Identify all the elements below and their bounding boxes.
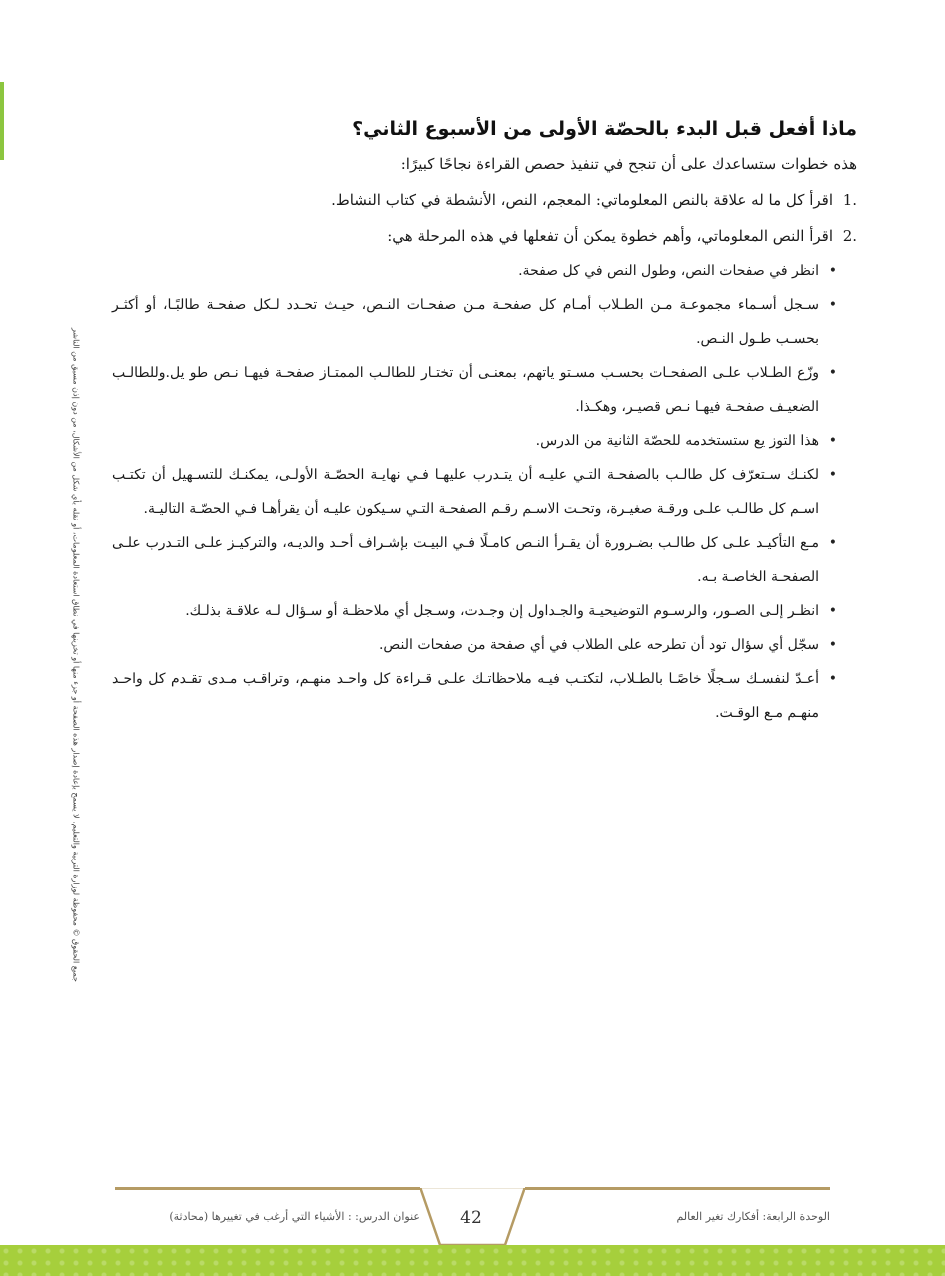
list-item: • سجّل أي سؤال تود أن تطرحه على الطلاب في أي صفحة من صفحات النص. [112,628,819,662]
list-item: • هذا التوز يع ستستخدمه للحصّة الثانية من الدرس. [112,424,819,458]
step-item [112,182,857,218]
step-number: 1. [842,191,857,209]
margin-color-marker [0,82,4,160]
list-item: • وزّع الطـلاب علـى الصفحـات بحسـب مسـتو ياتهم، بمعنـى أن تختـار للطالـب الممتـاز صفحـة فيهـا نـص طو يل.وللطالـب الضعيـف صفحـة فيهـا نـص قصيـر، وهكـذا. [112,356,819,424]
step-item [112,218,857,254]
list-item: • أعـدّ لنفسـك سـجلًا خاصًـا بالطـلاب، لتكتـب فيـه ملاحظاتـك علـى قـراءة كل واحـد منهـم، وتراقـب مـدى تقـدم كل واحـد منهـم مـع الوقـت. [112,662,819,730]
section-title: ماذا أفعل قبل البدء بالحصّة الأولى من الأسبوع الثاني؟ [352,118,857,140]
list-item: • انظر في صفحات النص، وطول النص في كل صفحة. [112,254,819,288]
list-item: • لكنـك سـتعرّف كل طالـب بالصفحـة التـي عليـه أن يتـدرب عليهـا فـي نهايـة الحصّـة الأولـى، يمكنـك للتسـهيل أن تكتـب اسـم كل طالـب علـى ورقـة صغيـرة، وتحـت الاسـم رقـم الصفحـة التـي سـيكون عليـه أن يقرأهـا فـي الحصّـة التاليـة. [112,458,819,526]
page-number: 42 [460,1208,482,1228]
step-text: اقرأ النص المعلوماتي، وأهم خطوة يمكن أن تفعلها في هذه المرحلة هي: [387,227,833,245]
page-content [112,118,857,730]
step-text: اقرأ كل ما له علاقة بالنص المعلوماتي: المعجم، النص، الأنشطة في كتاب النشاط. [331,191,833,209]
step-number: 2. [842,227,857,245]
lesson-title: عنوان الدرس: : الأشياء التي أرغب في تغييرها (محادثة) [169,1210,420,1223]
copyright-side-note [70,300,82,1010]
bullet-list [112,254,857,730]
unit-title: الوحدة الرابعة: أفكارك تغير العالم [676,1210,830,1223]
intro-paragraph: هذه خطوات ستساعدك على أن تنجح في تنفيذ حصص القراءة نجاحًا كبيرًا: [400,155,857,173]
list-item: • سـجل أسـماء مجموعـة مـن الطـلاب أمـام كل صفحـة مـن صفحـات النـص، حيـث تحـدد لـكل صفحـة طالبًـا، أو أكثـر بحسـب طـول النـص. [112,288,819,356]
decorative-footer-band [0,1245,945,1276]
copyright-text: جميع الحقوق © محفوظة لوزارة التربية والتعليم. لا يسمح بإعادة إصدار هذه الصفحة أو جزء منها أو تخزينها في نطاق استعادة المعلومات، أو نقله بأي شكل من الأشكال، من دون إذن مسبق من الناشر [71,328,81,982]
list-item: • مـع التأكيـد علـى كل طالـب بضـرورة أن يقـرأ النـص كامـلًا فـي البيـت بإشـراف أحـد والديـه، والتركيـز علـى التـدرب علـى الصفحـة الخاصـة بـه. [112,526,819,594]
list-item: • انظـر إلـى الصـور، والرسـوم التوضيحيـة والجـداول إن وجـدت، وسـجل أي ملاحظـة أو سـؤال لـه علاقـة بذلـك. [112,594,819,628]
